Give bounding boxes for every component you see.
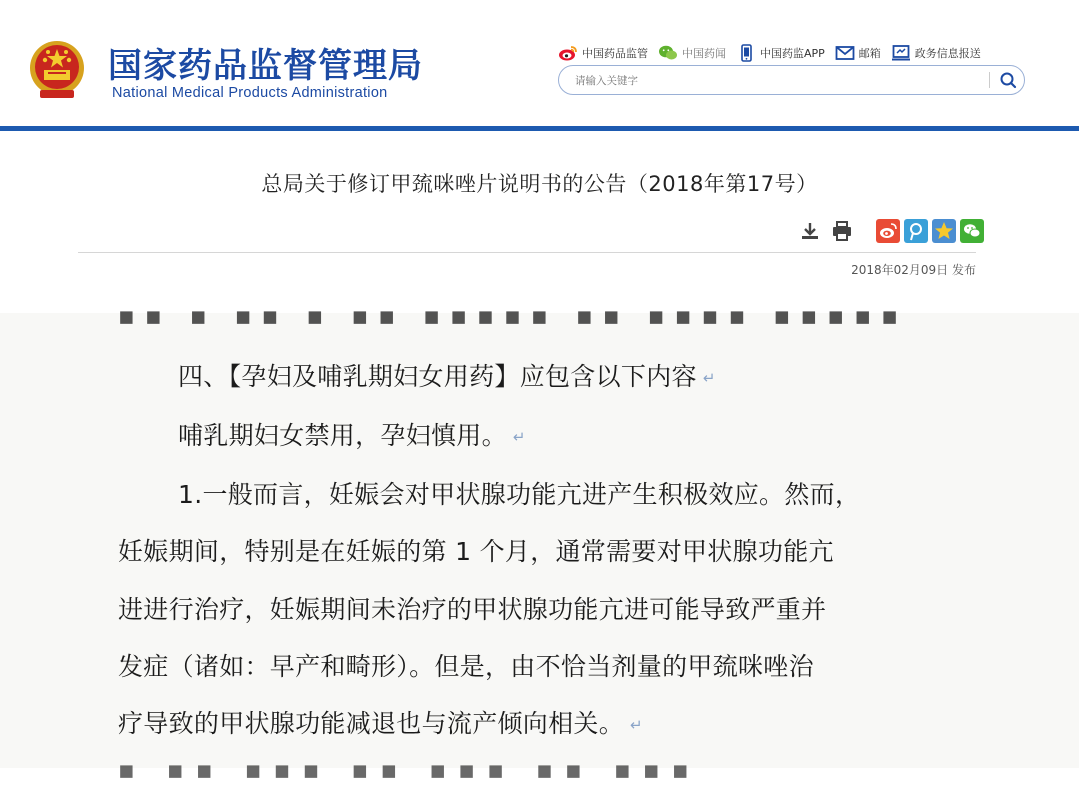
mail-icon (835, 44, 855, 62)
paragraph-mark: ↵ (702, 368, 716, 387)
document-line-text: 1.一般而言，妊娠会对甲状腺功能亢进产生积极效应。然而， (178, 480, 861, 509)
article-tools (798, 219, 988, 243)
document-scan (0, 301, 1079, 784)
link-app-label: 中国药监APP (760, 47, 825, 60)
weibo-icon (558, 44, 578, 62)
link-weibo-label: 中国药品监管 (582, 47, 648, 60)
document-line-text: 妊娠期间，特别是在妊娠的第 1 个月，通常需要对甲状腺功能亢 (118, 537, 834, 566)
document-line (118, 695, 643, 754)
link-app[interactable] (736, 44, 825, 62)
document-line-text: 疗导致的甲状腺功能减退也与流产倾向相关。 (118, 709, 625, 738)
document-line-text: 发症（诸如：早产和畸形）。但是，由不恰当剂量的甲巯咪唑治 (118, 652, 814, 681)
site-name-en: National Medical Products Administration (112, 85, 388, 101)
article-title: 总局关于修订甲巯咪唑片说明书的公告（2018年第17号） (261, 172, 818, 196)
site-name-cn: 国家药品监督管理局 (108, 46, 423, 86)
document-line (178, 348, 716, 407)
title-divider (78, 252, 976, 253)
cropped-text-line: ▪ ▪▪ ▪▪▪ ▪▪ ▪▪▪ ▪▪ ▪▪▪ (118, 755, 701, 784)
search-icon[interactable] (997, 69, 1019, 91)
link-mail[interactable] (835, 44, 881, 62)
link-wechat-label: 中国药闻 (682, 47, 726, 60)
document-line-text: 四、【孕妇及哺乳期妇女用药】应包含以下内容 (178, 362, 697, 391)
link-report-label: 政务信息报送 (914, 47, 981, 60)
download-icon[interactable] (798, 219, 822, 243)
document-line (178, 466, 860, 523)
top-links (558, 43, 991, 63)
search-input[interactable] (573, 70, 977, 92)
paragraph-mark: ↵ (630, 715, 643, 734)
wechat-icon (658, 44, 678, 62)
print-icon[interactable] (830, 219, 854, 243)
cropped-text-line: ▪▪ ▪ ▪▪ ▪ ▪▪ ▪▪▪▪▪ ▪▪ ▪▪▪▪ ▪▪▪▪▪ (118, 301, 909, 330)
paragraph-mark: ↵ (512, 427, 526, 446)
link-weibo[interactable] (558, 44, 648, 62)
mobile-app-icon (736, 44, 756, 62)
document-line-text: 哺乳期妇女禁用，孕妇慎用。 (178, 421, 507, 450)
publish-date: 2018年02月09日 发布 (851, 263, 976, 277)
link-mail-label: 邮箱 (858, 47, 881, 60)
link-wechat[interactable] (658, 44, 726, 62)
wechat-share-icon[interactable] (960, 219, 984, 243)
qzone-share-icon[interactable] (932, 219, 956, 243)
report-icon (891, 44, 911, 62)
search-divider (989, 72, 990, 88)
document-line-text: 进进行治疗，妊娠期间未治疗的甲状腺功能亢进可能导致严重并 (118, 595, 827, 624)
document-line (178, 407, 526, 466)
document-line (118, 581, 826, 638)
national-emblem-icon (26, 38, 88, 104)
document-line (118, 638, 814, 695)
weibo-share-icon[interactable] (876, 219, 900, 243)
link-report[interactable] (891, 44, 981, 62)
tencent-weibo-share-icon[interactable] (904, 219, 928, 243)
search-box (558, 65, 1025, 95)
article-header (0, 131, 1079, 313)
site-header (0, 0, 1079, 126)
document-line (118, 523, 834, 580)
